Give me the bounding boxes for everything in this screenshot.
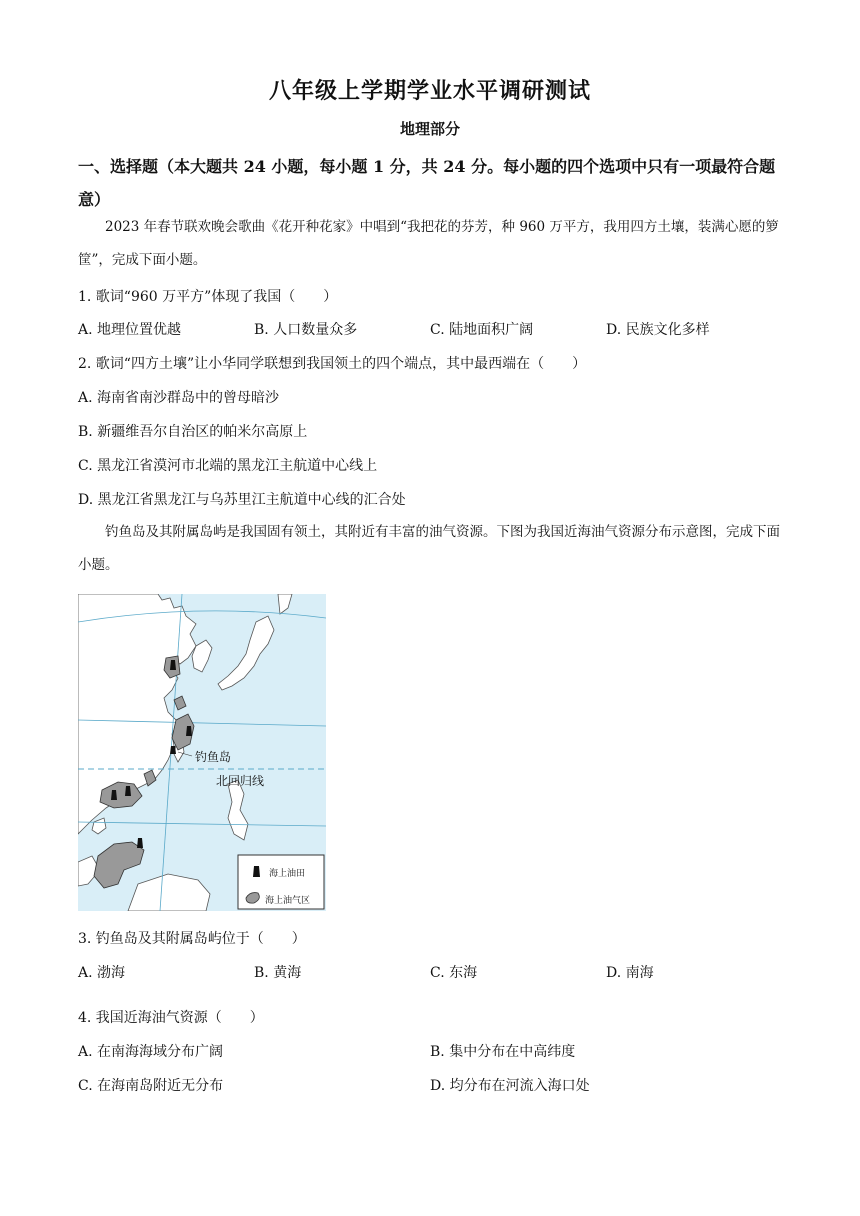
question-3-option-c[interactable]: C. 东海: [430, 965, 478, 981]
oilfield-marker: [137, 838, 143, 848]
question-3-option-d[interactable]: D. 南海: [606, 965, 654, 981]
map-label-tropic: 北回归线: [216, 774, 265, 788]
oilfield-marker: [111, 790, 117, 800]
question-3-option-b[interactable]: B. 黄海: [254, 965, 302, 981]
legend-oilfield-label: 海上油田: [269, 869, 306, 879]
section-heading: 一、选择题（本大题共 24 小题，每小题 1 分，共 24 分。每小题的四个选项中只有一项最符合题意）: [78, 157, 776, 209]
question-2-stem: 2. 歌词“四方土壤”让小华同学联想到我国领土的四个端点，其中最西端在（ ）: [78, 356, 587, 372]
page-subtitle: 地理部分: [399, 120, 460, 138]
question-1-option-d[interactable]: D. 民族文化多样: [606, 322, 710, 338]
question-1-option-a[interactable]: A. 地理位置优越: [78, 322, 182, 338]
oilfield-marker: [170, 660, 176, 670]
legend-oilfield-icon: [253, 866, 260, 877]
page-title: 八年级上学期学业水平调研测试: [268, 78, 591, 104]
map-label-diaoyu: 钓鱼岛: [195, 750, 232, 764]
question-3-option-a[interactable]: A. 渤海: [78, 965, 126, 981]
question-4-option-d[interactable]: D. 均分布在河流入海口处: [430, 1078, 590, 1094]
passage-1: 2023 年春节联欢晚会歌曲《花开种花家》中唱到“我把花的芬芳，种 960 万平方，我用四方土壤，装满心愿的箩筐”，完成下面小题。: [78, 219, 779, 268]
oilfield-marker: [186, 726, 192, 736]
question-3-stem: 3. 钓鱼岛及其附属岛屿位于（ ）: [78, 931, 306, 947]
question-1-option-b[interactable]: B. 人口数量众多: [254, 322, 358, 338]
question-1-option-c[interactable]: C. 陆地面积广阔: [430, 322, 534, 338]
question-4-option-a[interactable]: A. 在南海海域分布广阔: [78, 1044, 224, 1060]
oilfield-marker: [170, 746, 176, 754]
question-2-option-d[interactable]: D. 黑龙江省黑龙江与乌苏里江主航道中心线的汇合处: [78, 492, 406, 508]
question-4-option-c[interactable]: C. 在海南岛附近无分布: [78, 1078, 224, 1094]
question-2-option-a[interactable]: A. 海南省南沙群岛中的曾母暗沙: [78, 390, 280, 406]
passage-2: 钓鱼岛及其附属岛屿是我国固有领土，其附近有丰富的油气资源。下图为我国近海油气资源分布示意图，完成下面小题。: [78, 524, 780, 573]
oilfield-marker: [125, 786, 131, 796]
legend-gas-label: 海上油气区: [265, 896, 311, 906]
oil-gas-map: [78, 594, 326, 911]
question-4-stem: 4. 我国近海油气资源（ ）: [78, 1010, 264, 1026]
question-4-option-b[interactable]: B. 集中分布在中高纬度: [430, 1044, 576, 1060]
question-1-stem: 1. 歌词“960 万平方”体现了我国（ ）: [78, 289, 338, 305]
question-2-option-c[interactable]: C. 黑龙江省漠河市北端的黑龙江主航道中心线上: [78, 458, 378, 474]
question-2-option-b[interactable]: B. 新疆维吾尔自治区的帕米尔高原上: [78, 424, 308, 440]
